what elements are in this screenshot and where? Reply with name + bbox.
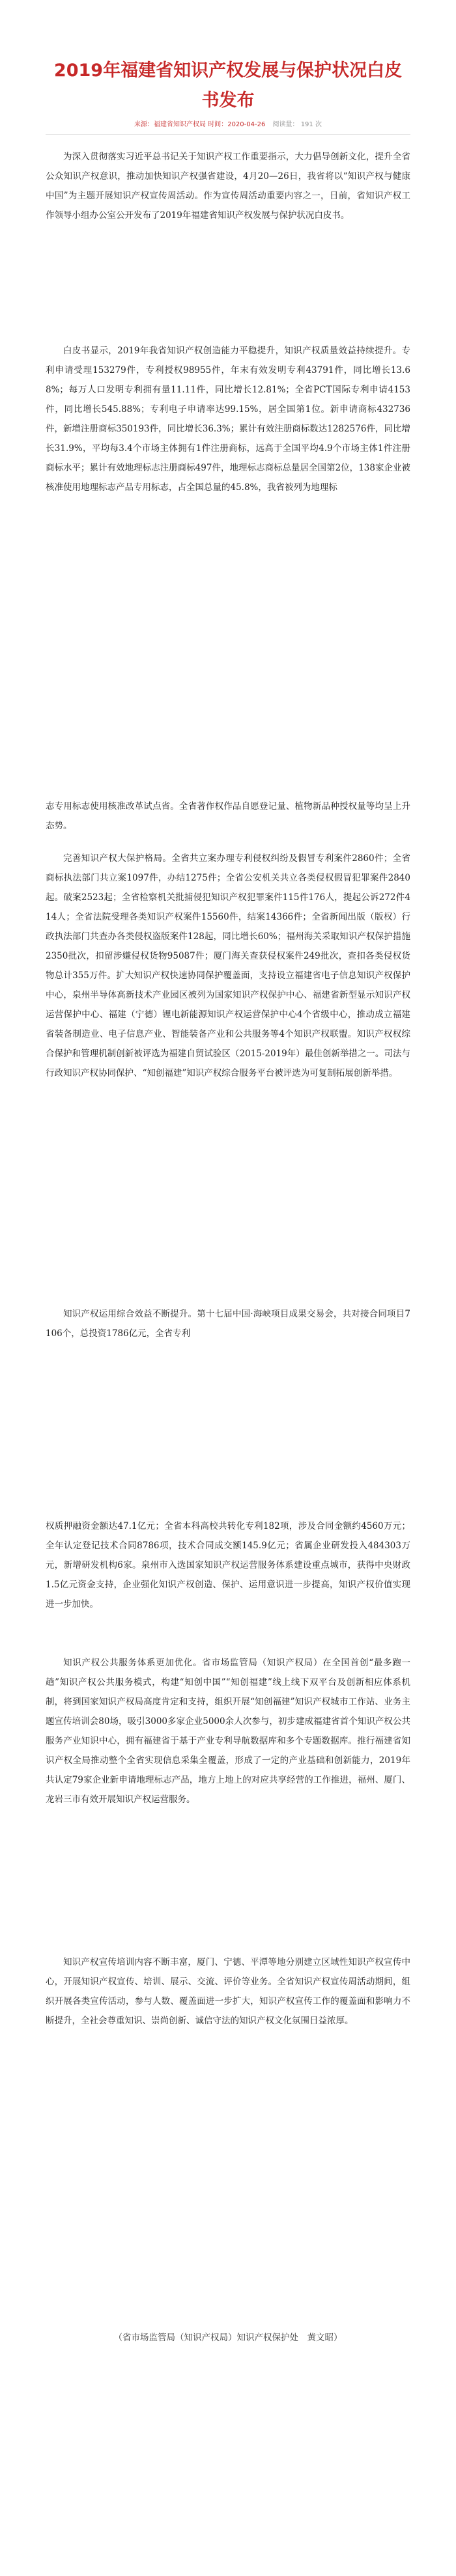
article-title: 2019年福建省知识产权发展与保护状况白皮书发布 — [53, 61, 403, 111]
article-date: 时间：2020-04-26 — [208, 121, 266, 128]
article-author: （省市场监管局（知识产权局）知识产权保护处 黄文昭） — [113, 2333, 343, 2343]
paragraph-utilization-cont: 权质押融资金额达47.1亿元；全省本科高校共转化专利182项，涉及合同金额约4560万元；全年认定登记技术合同8786项，技术合同成交额145.9亿元；省属企业研发投入484303万元，新增研发机构6家。泉州市入选国家知识产权运营服务体系建设重点城市，获得中央财政1.5亿元资金支持，企业强化知识产权创造、保护、运用意识进一步提高，知识产权价值实现进一步加快。 — [46, 1521, 410, 1610]
article-views: 阅读量： 191 次 — [272, 121, 322, 128]
title-divider — [46, 134, 410, 135]
paragraph-protection: 完善知识产权大保护格局。全省共立案办理专利侵权纠纷及假冒专利案件2860件；全省商标执法部门共立案1097件，办结1275件；全省公安机关共立各类侵权假冒犯罪案件2840起。破案2523起；全省检察机关批捕侵犯知识产权犯罪案件115件176人，提起公诉272件414人；全省法院受理各类知识产权案件15560件，结案14366件；全省新闻出版（版权）行政执法部门共查办各类侵权盗版案件128起，同比增长60%；福州海关采取知识产权保护措施2350批次，扣留涉嫌侵权货物95087件；厦门海关查获侵权案件249批次，查扣各类侵权货物总计355万件。扩大知识产权快速协同保护覆盖面，支持设立福建省电子信息知识产权保护中心，泉州半导体高新技术产业园区被列为国家知识产权保护中心、福建省新型显示知识产权运营保护中心、福建（宁德）锂电新能源知识产权运营保护中心4个省级中心，推动成立福建省装备制造业、电子信息产业、智能装备产业和公共服务等4个知识产权联盟。知识产权权综合保护和管理机制创新被评选为福建自贸试验区（2015-2019年）最佳创新举措之一。司法与行政知识产权协同保护、“知创福建”知识产权综合服务平台被评选为可复制拓展创新举措。 — [46, 853, 410, 1078]
paragraph-creation: 白皮书显示，2019年我省知识产权创造能力平稳提升，知识产权质量效益持续提升。专利申请受理153279件，专利授权98955件，年末有效发明专利43791件，同比增长13.68%；每万人口发明专利拥有量11.11件，同比增长12.81%；全省PCT国际专利申请4153件，同比增长545.88%；专利电子申请率达99.15%，居全国第1位。新申请商标432736件，新增注册商标350193件，同比增长36.3%；累计有效注册商标数达1282576件，同比增长31.9%，平均每3.4个市场主体拥有1件注册商标，远高于全国平均4.9个市场主体1件注册商标水平；累计有效地理标志注册商标497件，地理标志商标总量居全国第2位，138家企业被核准使用地理标志产品专用标志，占全国总量的45.8%，我省被列为地理标 — [46, 346, 410, 493]
paragraph-services: 知识产权公共服务体系更加优化。省市场监管局（知识产权局）在全国首创“最多跑一趟”知识产权公共服务模式，构建“知创中国”“知创福建”线上线下双平台及创新相应体系机制，将到国家知识产权局高度肯定和支持，组织开展“知创福建”知识产权城市工作站、业务主题宣传培训会80场，吸引3000多家企业5000余人次参与，初步建成福建省首个知识产权公共服务产业知识中心，拥有福建省于基于产业专利导航数据库和多个专题数据库。推行福建省知识产权全局推动整个全省实现信息采集全覆盖，形成了一定的产业基础和创新能力，2019年共认定79家企业新申请地理标志产品，地方上地上的对应共享经营的工作推进，福州、厦门、龙岩三市有效开展知识产权运营服务。 — [46, 1658, 410, 1805]
paragraph-intro: 为深入贯彻落实习近平总书记关于知识产权工作重要指示，大力倡导创新文化，提升全省公众知识产权意识，推动加快知识产权强省建设，4月20—26日，我省将以“知识产权与健康中国”为主题开展知识产权宣传周活动。作为宣传周活动重要内容之一，日前，省知识产权工作领导小组办公室公开发布了2019年福建省知识产权发展与保护状况白皮书。 — [46, 152, 410, 221]
article-source: 来源：福建省知识产权局 — [134, 121, 207, 128]
article-meta — [46, 118, 410, 128]
paragraph-utilization: 知识产权运用综合效益不断提升。第十七届中国·海峡项目成果交易会，共对接合同项目7106个，总投资1786亿元，全省专利 — [46, 1309, 410, 1339]
paragraph-creation-cont: 志专用标志使用核准改革试点省。全省著作权作品自愿登记量、植物新品种授权量等均呈上升态势。 — [46, 801, 410, 831]
paragraph-culture: 知识产权宣传培训内容不断丰富，厦门、宁德、平潭等地分别建立区域性知识产权宣传中心，开展知识产权宣传、培训、展示、交流、评价等业务。全省知识产权宣传周活动期间，组织开展各类宣传活动，参与人数、覆盖面进一步扩大，知识产权宣传工作的覆盖面和影响力不断提升，全社会尊重知识、崇尚创新、诚信守法的知识产权文化氛围日益浓厚。 — [46, 1957, 410, 2026]
